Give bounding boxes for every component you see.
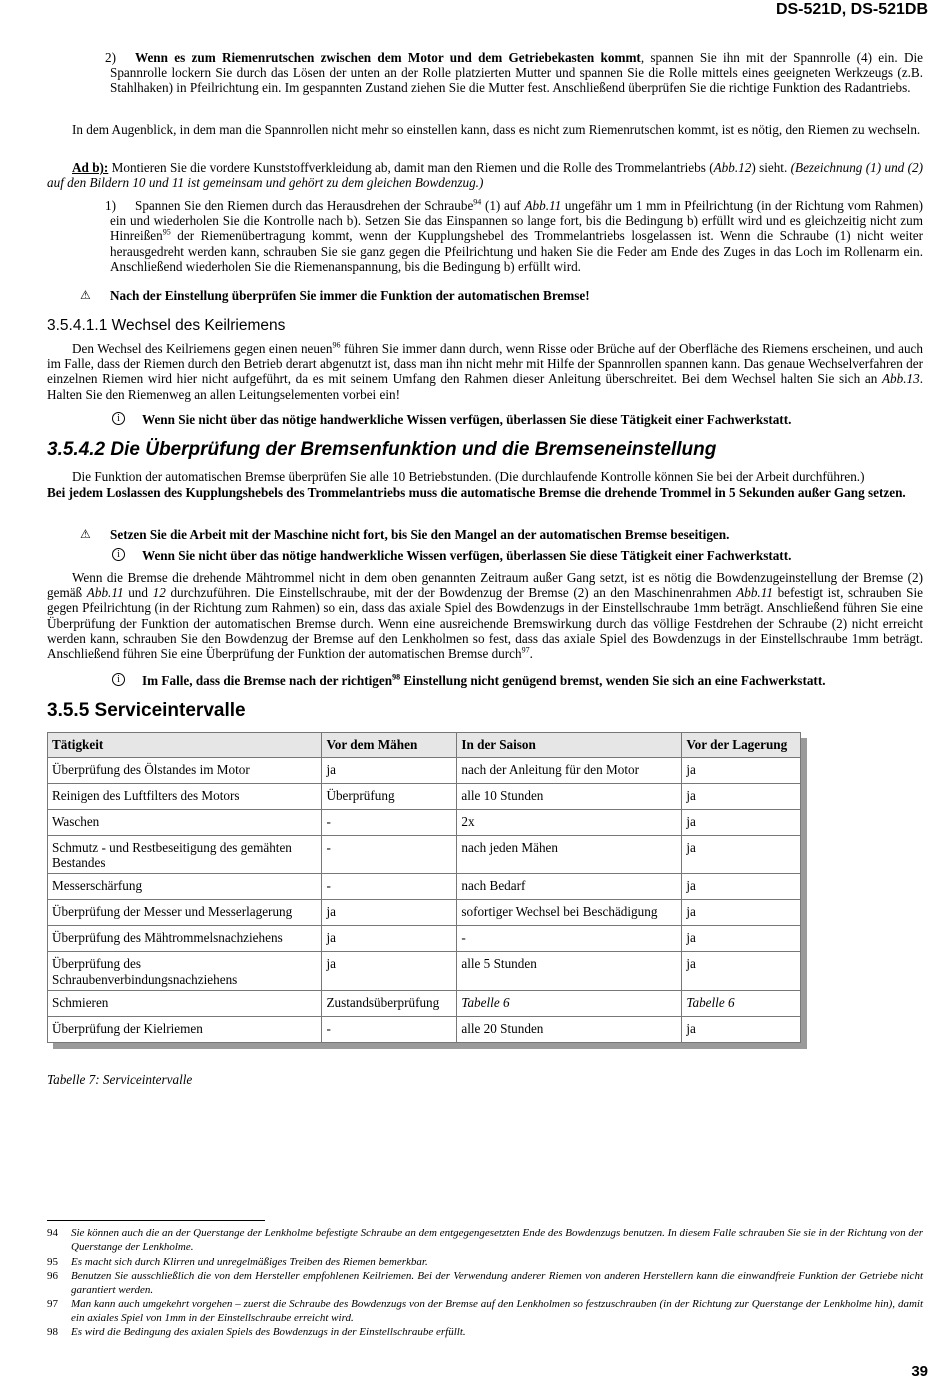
item1-text-4: der Riemenübertragung kommt, wenn der Kupplungshebel des Trommelantriebs losgelassen ist. Wenn die Schraube (1) nicht weiter herausgedreht werden kann, schrauben Sie sie ganz gegen die Pfeilrichtung und haken Sie die Feder am Ende des Zuges in das Loch im Rollenarm ein. Anschließend wiederholen Sie die Riemenanspannung, bis die Bedingung b) erfüllt wird. xyxy=(110,228,923,274)
footnote-divider xyxy=(47,1220,265,1221)
adb-ref: Abb.12 xyxy=(713,160,752,175)
bowden-ref-abb11: Abb.11 xyxy=(86,585,124,601)
footnote-ref-95: 95 xyxy=(162,228,171,238)
table-cell: ja xyxy=(322,900,457,926)
table-cell: - xyxy=(322,836,457,874)
item1-text-2: (1) auf xyxy=(481,198,525,213)
footnote-95 xyxy=(47,1256,923,1270)
footnote-ref-96: 96 xyxy=(332,340,341,350)
heading-3541: 3.5.4.1.1 Wechsel des Keilriemens xyxy=(47,317,286,334)
list-item-bold: Wenn es zum Riemenrutschen zwischen dem Motor und dem Getriebekasten kommt xyxy=(135,50,641,65)
page-header-model: DS-521D, DS-521DB xyxy=(775,1,928,18)
table-cell: ja xyxy=(322,758,457,784)
table-cell: Tabelle 6 xyxy=(457,990,682,1016)
warning-note-stop-work xyxy=(80,527,923,542)
table-cell: Überprüfung der Messer und Messerlagerung xyxy=(48,900,322,926)
footnote-text: Sie können auch die an der Querstange der Lenkholme befestigte Schraube an dem entgegengesetzten Ende des Bowdenzugs benutzen. In diesem Falle schrauben Sie sie in der Richtung von der Querstange der Lenkholme. xyxy=(71,1227,923,1253)
paragraph-brake-bold: Bei jedem Loslassen des Kupplungshebels des Trommelantriebs muss die automatische Bremse die drehende Trommel in 5 Sekunden außer Gang setzen. xyxy=(47,485,906,500)
table-cell: ja xyxy=(682,836,801,874)
bowden-text-b: und xyxy=(123,585,153,601)
item1-text-1: Spannen Sie den Riemen durch das Herausdrehen der Schraube xyxy=(135,198,474,213)
column-header: Vor dem Mähen xyxy=(322,733,457,758)
footnote-text: Es macht sich durch Klirren und unregelmäßiges Treiben des Riemen bemerkbar. xyxy=(71,1256,428,1268)
warning-note-brake-check xyxy=(80,288,923,303)
table-row xyxy=(48,926,801,952)
info-text: Wenn Sie nicht über das nötige handwerkliche Wissen verfügen, überlassen Sie diese Tätigkeit einer Fachwerkstatt. xyxy=(142,412,792,427)
footnote-number: 94 xyxy=(47,1227,58,1239)
table-cell: nach der Anleitung für den Motor xyxy=(457,758,682,784)
table-cell: ja xyxy=(682,952,801,990)
table-cell: sofortiger Wechsel bei Beschädigung xyxy=(457,900,682,926)
table-cell: alle 20 Stunden xyxy=(457,1016,682,1042)
list-number: 2) xyxy=(105,50,116,65)
footnote-ref-97: 97 xyxy=(521,645,530,655)
footnote-96 xyxy=(47,1270,923,1298)
table-cell: Überprüfung des Ölstandes im Motor xyxy=(48,758,322,784)
footnote-94 xyxy=(47,1227,923,1255)
info-text: Wenn Sie nicht über das nötige handwerkliche Wissen verfügen, überlassen Sie diese Tätigkeit einer Fachwerkstatt. xyxy=(142,548,792,563)
table-cell: ja xyxy=(682,784,801,810)
table-cell: ja xyxy=(322,926,457,952)
table-row xyxy=(48,784,801,810)
footnote-98 xyxy=(47,1326,923,1340)
list-item-text: , spannen Sie ihn mit der Spannrolle (4) ein. Die Spannrolle lockern Sie durch das Lösen der unten an der Rolle platzierten Mutter und spannen Sie die Rolle mittels eines geeigneten Werkzeugs (z.B. Stahlhaken) in Pfeilrichtung ein. Im gespannten Zustand ziehen Sie die Mutter fest. Anschließend überprüfen Sie die richtige Funktion des Radantriebs. xyxy=(110,50,923,96)
keilriemen-text-3: . Halten Sie den Riemenweg an allen Leitungselementen vorbei ein! xyxy=(47,371,923,402)
table-cell: alle 10 Stunden xyxy=(457,784,682,810)
footnote-text: Benutzen Sie ausschließlich die von dem Hersteller empfohlenen Keilriemen. Bei der Verwendung anderer Riemen von anderen Herstellern kann die einwandfreie Funktion der Getriebe nicht garantiert werden. xyxy=(71,1270,923,1296)
table-row xyxy=(48,1016,801,1042)
table-cell: ja xyxy=(682,926,801,952)
list-item-2 xyxy=(105,50,923,96)
table-cell: Überprüfung xyxy=(322,784,457,810)
table-cell: Schmieren xyxy=(48,990,322,1016)
footnote-text: Es wird die Bedingung des axialen Spiels des Bowdenzugs in der Einstellschraube erfüllt. xyxy=(71,1326,466,1338)
warning-triangle-icon: ⚠ xyxy=(80,527,91,541)
table-cell: Reinigen des Luftfilters des Motors xyxy=(48,784,322,810)
info-icon: i xyxy=(112,673,125,686)
footnote-number: 96 xyxy=(47,1270,58,1282)
keilriemen-ref-abb13: Abb.13 xyxy=(881,371,920,387)
table-cell: Überprüfung des Mähtrommelsnachziehens xyxy=(48,926,322,952)
table-cell: ja xyxy=(682,1016,801,1042)
heading-355: 3.5.5 Serviceintervalle xyxy=(47,700,246,721)
column-header: Vor der Lagerung xyxy=(682,733,801,758)
paragraph-adb xyxy=(47,160,923,190)
adb-note: (Bezeichnung (1) und (2) auf den Bildern 10 und 11 ist gemeinsam und gehört zu dem gleichen Bowdenzug.) xyxy=(47,160,923,191)
heading-3542: 3.5.4.2 Die Überprüfung der Bremsenfunktion und die Bremseneinstellung xyxy=(47,439,717,460)
bowden-text-d: befestigt ist, schrauben Sie gegen Pfeilrichtung (in der Richtung zum Rahmen) so ein, dass das axiale Spiel des Bowdenzugs in der Einstellschraube 1mm beträgt. Anschließend führen Sie eine Überprüfung der Funktion der automatischen Bremse durch. Wenn eine ausreichende Bremswirkung durch das völlige Festdrehen der Schraube (2) nicht erreicht werden kann, schrauben Sie den Bowdenzug der Bremse auf den Lenkholmen so fest, dass das axiale Spiel des Bowdenzugs in der Einstellschraube 1mm beträgt. Anschließend führen Sie eine Überprüfung der Funktion der automatischen Bremse durch xyxy=(47,585,923,662)
table-row xyxy=(48,836,801,874)
table-row xyxy=(48,900,801,926)
table-row xyxy=(48,952,801,990)
table-row xyxy=(48,758,801,784)
item1-text-3: ungefähr um 1 mm in Pfeilrichtung (in der Richtung vom Rahmen) ein und wiederholen Sie die Kontrolle nach b). Setzen Sie das Einspannen so lange fort, bis die Bedingung b) erfüllt wird und es gleichzeitig nicht zum Hinreißen xyxy=(110,198,923,244)
footnote-ref-94: 94 xyxy=(473,197,482,207)
table-row xyxy=(48,810,801,836)
footnote-number: 97 xyxy=(47,1298,58,1310)
paragraph-brake-check: Die Funktion der automatischen Bremse überprüfen Sie alle 10 Betriebstunden. (Die durchlaufende Kontrolle können Sie bei der Arbeit durchführen.) xyxy=(72,469,865,484)
service-interval-table xyxy=(47,732,801,1043)
bowden-text-e: . xyxy=(529,646,533,662)
item1-ref-abb11: Abb.11 xyxy=(524,198,562,213)
info-text xyxy=(142,673,923,688)
table-cell: Waschen xyxy=(48,810,322,836)
paragraph-keilriemen xyxy=(47,341,923,402)
table-cell: - xyxy=(322,810,457,836)
warning-text: Nach der Einstellung überprüfen Sie immer die Funktion der automatischen Bremse! xyxy=(110,288,590,303)
info-text-a: Im Falle, dass die Bremse nach der richtigen xyxy=(142,673,393,688)
table-cell: Zustandsüberprüfung xyxy=(322,990,457,1016)
bowden-text-c: durchzuführen. Die Einstellschraube, mit der der Bowdenzug der Bremse (2) an den Maschinenrahmen xyxy=(165,585,737,601)
paragraph-bowdenzug xyxy=(47,570,923,661)
warning-text: Setzen Sie die Arbeit mit der Maschine nicht fort, bis Sie den Mangel an der automatischen Bremse beseitigen. xyxy=(110,527,730,542)
table-cell: - xyxy=(322,874,457,900)
list-number: 1) xyxy=(105,198,116,213)
adb-label: Ad b): xyxy=(72,160,109,175)
info-note-workshop-1 xyxy=(112,412,923,427)
bowden-ref-abb11-b: Abb.11 xyxy=(736,585,773,601)
table-cell: Schmutz - und Restbeseitigung des gemähten Bestandes xyxy=(48,836,322,874)
footnote-number: 95 xyxy=(47,1256,58,1268)
adb-text-2: ) sieht. xyxy=(751,160,791,175)
info-icon: i xyxy=(112,412,125,425)
paragraph-belt-change: In dem Augenblick, in dem man die Spannrollen nicht mehr so einstellen kann, dass es nicht zum Riemenrutschen kommt, ist es nötig, den Riemen zu wechseln. xyxy=(72,122,921,137)
table-cell: - xyxy=(322,1016,457,1042)
footnote-number: 98 xyxy=(47,1326,58,1338)
info-text-b: Einstellung nicht genügend bremst, wenden Sie sich an eine Fachwerkstatt. xyxy=(400,673,826,688)
page-number: 39 xyxy=(911,1363,928,1380)
list-item-1 xyxy=(105,198,923,274)
info-icon: i xyxy=(112,548,125,561)
bowden-text-a: Wenn die Bremse die drehende Mähtrommel nicht in dem oben genannten Zeitraum außer Gang setzt, ist es nötig die Bowdenzugeinstellung der Bremse (2) gemäß xyxy=(47,570,923,601)
footnote-97 xyxy=(47,1298,923,1326)
keilriemen-text-2: führen Sie immer dann durch, wenn Risse oder Brüche auf der Oberfläche des Riemens erscheinen, und auch im Falle, dass der Riemen durch den Betrieb derart abgenutzt ist, dass man ihn nicht mehr mit Hilfe der Spannrollen spannen kann. Das genaue Wechselverfahren der einzelnen Riemen wird hier nicht aufgeführt, da es mit seinem Umfang den Rahmen dieser Anleitung überschreitet. Bei dem Wechsel halten Sie sich an xyxy=(47,341,923,387)
column-header: Tätigkeit xyxy=(48,733,322,758)
table-cell: nach Bedarf xyxy=(457,874,682,900)
table-cell: Überprüfung der Kielriemen xyxy=(48,1016,322,1042)
warning-triangle-icon: ⚠ xyxy=(80,288,91,302)
table-cell: Tabelle 6 xyxy=(682,990,801,1016)
table-cell: Messerschärfung xyxy=(48,874,322,900)
info-note-workshop-2 xyxy=(112,548,923,563)
info-note-workshop-3 xyxy=(112,673,923,688)
table-cell: 2x xyxy=(457,810,682,836)
footnote-ref-98: 98 xyxy=(392,672,401,682)
bowden-ref-12: 12 xyxy=(152,585,166,601)
table-row xyxy=(48,874,801,900)
adb-text-1: Montieren Sie die vordere Kunststoffverkleidung ab, damit man den Riemen und die Rolle des Trommelantriebs ( xyxy=(108,160,714,175)
footnote-text: Man kann auch umgekehrt vorgehen – zuerst die Schraube des Bowdenzugs von der Bremse auf den Lenkholmen so festzuschrauben (in der Richtung zur Querstange der Lenkholme hin), damit ein axiales Spiel von 1mm in der Einstellschraube erreicht wird. xyxy=(71,1298,923,1324)
table-cell: ja xyxy=(682,900,801,926)
table-header-row xyxy=(48,733,801,758)
table-cell: ja xyxy=(322,952,457,990)
table-cell: ja xyxy=(682,810,801,836)
table-caption: Tabelle 7: Serviceintervalle xyxy=(47,1072,193,1087)
table-cell: ja xyxy=(682,758,801,784)
table-cell: - xyxy=(457,926,682,952)
keilriemen-text-1: Den Wechsel des Keilriemens gegen einen neuen xyxy=(72,341,333,356)
table-cell: nach jeden Mähen xyxy=(457,836,682,874)
table-cell: ja xyxy=(682,874,801,900)
table-row xyxy=(48,990,801,1016)
table-cell: Überprüfung des Schraubenverbindungsnachziehens xyxy=(48,952,322,990)
column-header: In der Saison xyxy=(457,733,682,758)
table-cell: alle 5 Stunden xyxy=(457,952,682,990)
